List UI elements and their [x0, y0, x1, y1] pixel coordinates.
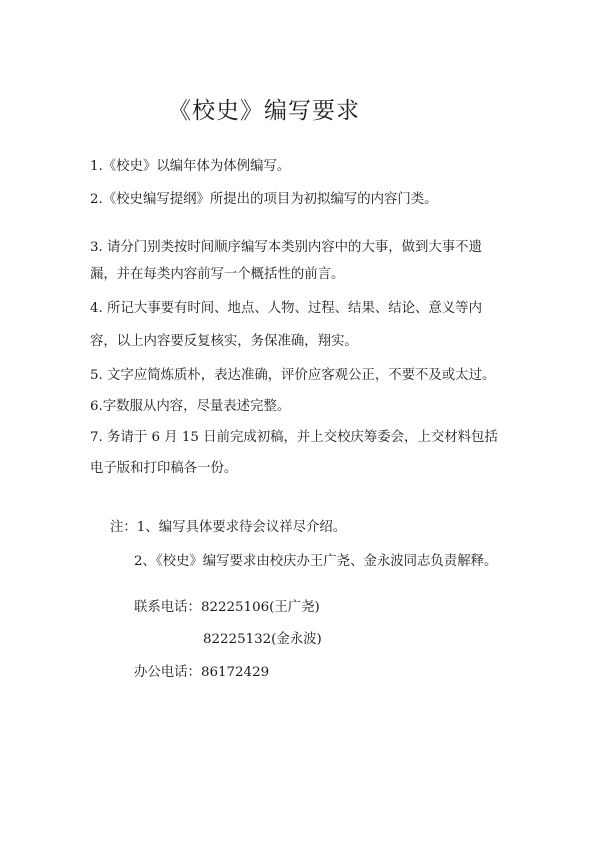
- requirement-item-5: 5. 文字应简炼质朴，表达准确，评价应客观公正，不要不及或太过。: [90, 368, 496, 383]
- document-title: 《校史》编写要求: [168, 98, 360, 124]
- requirement-item-3-line-2: 漏，并在每类内容前写一个概括性的前言。: [90, 267, 345, 282]
- requirement-item-7-line-2: 电子版和打印稿各一份。: [90, 461, 238, 476]
- requirement-item-3-line-1: 3. 请分门别类按时间顺序编写本类别内容中的大事，做到大事不遗: [90, 240, 482, 255]
- note-2: 2、《校史》编写要求由校庆办王广尧、金永波同志负责解释。: [134, 554, 498, 569]
- requirement-item-4-line-2: 容，以上内容要反复核实，务保准确，翔实。: [90, 334, 358, 349]
- note-1: 注：1、编写具体要求待会议祥尽介绍。: [110, 520, 347, 535]
- requirement-item-1: 1.《校史》以编年体为体例编写。: [90, 159, 291, 174]
- contact-phone-2: 82225132(金永波): [203, 632, 322, 647]
- contact-phone-1: 联系电话：82225106(王广尧): [134, 600, 320, 615]
- requirement-item-4-line-1: 4. 所记大事要有时间、地点、人物、过程、结果、结论、意义等内: [90, 301, 482, 316]
- requirement-item-6: 6.字数服从内容，尽量表述完整。: [90, 399, 291, 414]
- office-phone: 办公电话：86172429: [134, 665, 270, 680]
- requirement-item-2: 2.《校史编写提纲》所提出的项目为初拟编写的内容门类。: [90, 192, 438, 207]
- requirement-item-7-line-1: 7. 务请于 6 月 15 日前完成初稿，并上交校庆筹委会，上交材料包括: [90, 430, 498, 445]
